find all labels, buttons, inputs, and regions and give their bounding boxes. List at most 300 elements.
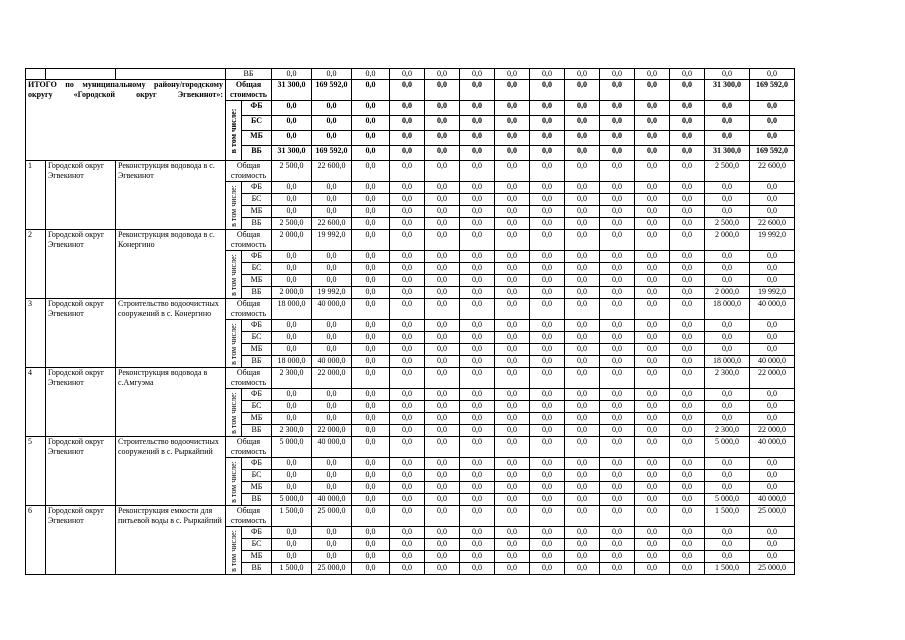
item-row xyxy=(26,299,795,320)
value-cell: 2 500,0 xyxy=(272,218,312,230)
value-cell: 0,0 xyxy=(460,527,495,539)
value-cell: 0,0 xyxy=(750,482,795,494)
item-number: 6 xyxy=(26,506,46,575)
value-cell: 0,0 xyxy=(390,116,425,131)
value-cell: 0,0 xyxy=(530,146,565,161)
value-cell: 0,0 xyxy=(635,368,670,389)
value-cell: 0,0 xyxy=(390,470,425,482)
value-cell: 0,0 xyxy=(750,470,795,482)
value-cell: 0,0 xyxy=(352,539,390,551)
value-cell: 0,0 xyxy=(565,80,600,101)
value-cell: 0,0 xyxy=(352,131,390,146)
value-cell: 0,0 xyxy=(390,218,425,230)
value-cell: 0,0 xyxy=(530,206,565,218)
item-number: 2 xyxy=(26,230,46,299)
value-cell: 0,0 xyxy=(312,131,352,146)
value-cell: 0,0 xyxy=(352,437,390,458)
value-cell: 0,0 xyxy=(425,263,460,275)
value-cell: 0,0 xyxy=(565,263,600,275)
value-cell: 0,0 xyxy=(635,275,670,287)
value-cell: 0,0 xyxy=(425,218,460,230)
value-cell: 0,0 xyxy=(635,101,670,116)
value-cell: 2 300,0 xyxy=(705,368,750,389)
source-cell: ВБ xyxy=(242,146,272,161)
value-cell: 0,0 xyxy=(272,344,312,356)
source-cell: ВБ xyxy=(226,69,272,80)
value-cell: 0,0 xyxy=(565,482,600,494)
item-name: Строительство водоочистных сооружений в с. Рыркайпий xyxy=(116,437,226,506)
value-cell: 0,0 xyxy=(600,563,635,575)
value-cell: 0,0 xyxy=(600,299,635,320)
value-cell: 0,0 xyxy=(750,413,795,425)
value-cell: 0,0 xyxy=(425,413,460,425)
value-cell: 0,0 xyxy=(425,194,460,206)
value-cell: 0,0 xyxy=(425,206,460,218)
value-cell: 0,0 xyxy=(312,101,352,116)
value-cell: 0,0 xyxy=(530,425,565,437)
value-cell: 0,0 xyxy=(530,80,565,101)
value-cell: 0,0 xyxy=(460,146,495,161)
value-cell: 0,0 xyxy=(530,563,565,575)
value-cell: 0,0 xyxy=(312,182,352,194)
value-cell: 0,0 xyxy=(635,470,670,482)
value-cell: 0,0 xyxy=(530,194,565,206)
value-cell: 2 500,0 xyxy=(272,161,312,182)
value-cell: 18 000,0 xyxy=(272,356,312,368)
value-cell: 0,0 xyxy=(460,458,495,470)
source-cell: МБ xyxy=(242,344,272,356)
value-cell: 0,0 xyxy=(600,506,635,527)
value-cell: 0,0 xyxy=(425,437,460,458)
value-cell: 0,0 xyxy=(495,539,530,551)
value-cell: 0,0 xyxy=(600,413,635,425)
value-cell: 0,0 xyxy=(495,299,530,320)
vtom-label xyxy=(226,527,242,575)
value-cell: 0,0 xyxy=(460,356,495,368)
source-cell: БС xyxy=(242,263,272,275)
value-cell: 0,0 xyxy=(352,506,390,527)
value-cell: 0,0 xyxy=(312,539,352,551)
value-cell: 0,0 xyxy=(750,458,795,470)
source-cell: БС xyxy=(242,332,272,344)
value-cell: 0,0 xyxy=(635,527,670,539)
value-cell: 0,0 xyxy=(565,401,600,413)
value-cell: 22 600,0 xyxy=(750,218,795,230)
value-cell: 0,0 xyxy=(272,131,312,146)
value-cell: 0,0 xyxy=(312,116,352,131)
value-cell: 0,0 xyxy=(530,320,565,332)
value-cell: 0,0 xyxy=(352,230,390,251)
value-cell: 0,0 xyxy=(425,161,460,182)
value-cell: 0,0 xyxy=(425,101,460,116)
value-cell: 0,0 xyxy=(460,320,495,332)
value-cell: 0,0 xyxy=(600,80,635,101)
value-cell: 0,0 xyxy=(530,527,565,539)
num-cell xyxy=(26,69,46,80)
value-cell: 0,0 xyxy=(390,527,425,539)
value-cell: 0,0 xyxy=(460,69,495,80)
value-cell: 0,0 xyxy=(670,275,705,287)
value-cell: 0,0 xyxy=(565,506,600,527)
vtom-label xyxy=(226,389,242,437)
value-cell: 0,0 xyxy=(750,101,795,116)
value-cell: 0,0 xyxy=(272,389,312,401)
source-cell: МБ xyxy=(242,551,272,563)
value-cell: 0,0 xyxy=(272,194,312,206)
value-cell: 0,0 xyxy=(530,161,565,182)
value-cell: 0,0 xyxy=(565,332,600,344)
value-cell: 0,0 xyxy=(670,69,705,80)
value-cell: 0,0 xyxy=(312,332,352,344)
value-cell: 0,0 xyxy=(390,101,425,116)
value-cell: 0,0 xyxy=(425,470,460,482)
value-cell: 0,0 xyxy=(390,539,425,551)
total-cost-label: Общая стоимость xyxy=(226,161,272,182)
value-cell: 0,0 xyxy=(565,251,600,263)
value-cell: 0,0 xyxy=(312,413,352,425)
value-cell: 0,0 xyxy=(352,470,390,482)
value-cell: 0,0 xyxy=(670,401,705,413)
value-cell: 0,0 xyxy=(352,251,390,263)
value-cell: 0,0 xyxy=(495,470,530,482)
value-cell: 0,0 xyxy=(272,482,312,494)
value-cell: 0,0 xyxy=(670,182,705,194)
item-municipality: Городской округ Эгвекинот xyxy=(46,161,116,230)
value-cell: 0,0 xyxy=(670,161,705,182)
value-cell: 0,0 xyxy=(390,506,425,527)
value-cell: 0,0 xyxy=(600,146,635,161)
value-cell: 0,0 xyxy=(495,494,530,506)
value-cell: 0,0 xyxy=(495,287,530,299)
value-cell: 0,0 xyxy=(565,425,600,437)
value-cell: 0,0 xyxy=(600,527,635,539)
value-cell: 0,0 xyxy=(460,425,495,437)
value-cell: 0,0 xyxy=(390,275,425,287)
value-cell: 31 300,0 xyxy=(705,80,750,101)
value-cell: 22 000,0 xyxy=(312,368,352,389)
value-cell: 0,0 xyxy=(530,356,565,368)
value-cell: 0,0 xyxy=(352,401,390,413)
value-cell: 0,0 xyxy=(460,101,495,116)
value-cell: 0,0 xyxy=(565,356,600,368)
value-cell: 0,0 xyxy=(530,494,565,506)
value-cell: 0,0 xyxy=(565,527,600,539)
value-cell: 40 000,0 xyxy=(750,356,795,368)
value-cell: 0,0 xyxy=(565,194,600,206)
value-cell: 0,0 xyxy=(390,161,425,182)
source-cell: МБ xyxy=(242,206,272,218)
value-cell: 0,0 xyxy=(565,206,600,218)
value-cell: 0,0 xyxy=(390,344,425,356)
value-cell: 0,0 xyxy=(635,69,670,80)
value-cell: 0,0 xyxy=(425,368,460,389)
value-cell: 0,0 xyxy=(565,287,600,299)
value-cell: 0,0 xyxy=(565,494,600,506)
value-cell: 0,0 xyxy=(670,116,705,131)
value-cell: 0,0 xyxy=(635,146,670,161)
value-cell: 0,0 xyxy=(670,194,705,206)
value-cell: 22 000,0 xyxy=(312,425,352,437)
value-cell: 0,0 xyxy=(495,458,530,470)
value-cell: 0,0 xyxy=(352,299,390,320)
value-cell: 0,0 xyxy=(495,527,530,539)
value-cell: 0,0 xyxy=(600,101,635,116)
value-cell: 18 000,0 xyxy=(705,299,750,320)
value-cell: 0,0 xyxy=(565,563,600,575)
value-cell: 0,0 xyxy=(272,539,312,551)
value-cell: 0,0 xyxy=(600,230,635,251)
value-cell: 0,0 xyxy=(600,425,635,437)
vtom-text: в том числе: xyxy=(228,391,238,434)
value-cell: 0,0 xyxy=(750,116,795,131)
value-cell: 0,0 xyxy=(635,494,670,506)
value-cell: 0,0 xyxy=(600,287,635,299)
value-cell: 0,0 xyxy=(670,413,705,425)
total-row xyxy=(26,80,795,101)
value-cell: 0,0 xyxy=(600,389,635,401)
value-cell: 0,0 xyxy=(635,551,670,563)
value-cell: 0,0 xyxy=(460,275,495,287)
value-cell: 22 600,0 xyxy=(312,161,352,182)
value-cell: 0,0 xyxy=(352,356,390,368)
vtom-label xyxy=(226,251,242,299)
value-cell: 0,0 xyxy=(670,368,705,389)
value-cell: 0,0 xyxy=(272,413,312,425)
source-cell: ФБ xyxy=(242,251,272,263)
value-cell: 0,0 xyxy=(352,263,390,275)
value-cell: 0,0 xyxy=(530,263,565,275)
value-cell: 169 592,0 xyxy=(312,146,352,161)
value-cell: 0,0 xyxy=(600,356,635,368)
value-cell: 0,0 xyxy=(670,320,705,332)
value-cell: 0,0 xyxy=(705,116,750,131)
value-cell: 0,0 xyxy=(705,275,750,287)
value-cell: 0,0 xyxy=(600,401,635,413)
total-cost-label: Общая стоимость xyxy=(226,506,272,527)
value-cell: 0,0 xyxy=(635,80,670,101)
table-row xyxy=(26,69,795,80)
value-cell: 0,0 xyxy=(460,218,495,230)
value-cell: 0,0 xyxy=(635,506,670,527)
value-cell: 0,0 xyxy=(635,299,670,320)
value-cell: 0,0 xyxy=(352,413,390,425)
value-cell: 0,0 xyxy=(635,287,670,299)
value-cell: 0,0 xyxy=(460,131,495,146)
value-cell: 0,0 xyxy=(670,527,705,539)
value-cell: 0,0 xyxy=(670,458,705,470)
value-cell: 0,0 xyxy=(635,332,670,344)
value-cell: 0,0 xyxy=(312,389,352,401)
value-cell: 0,0 xyxy=(635,356,670,368)
value-cell: 22 600,0 xyxy=(312,218,352,230)
value-cell: 0,0 xyxy=(635,344,670,356)
value-cell: 0,0 xyxy=(600,116,635,131)
value-cell: 0,0 xyxy=(495,320,530,332)
value-cell: 0,0 xyxy=(530,506,565,527)
value-cell: 0,0 xyxy=(495,413,530,425)
value-cell: 0,0 xyxy=(530,482,565,494)
value-cell: 31 300,0 xyxy=(272,80,312,101)
value-cell: 0,0 xyxy=(352,458,390,470)
value-cell: 0,0 xyxy=(670,332,705,344)
item-row xyxy=(26,506,795,527)
value-cell: 0,0 xyxy=(705,206,750,218)
value-cell: 0,0 xyxy=(635,263,670,275)
value-cell: 0,0 xyxy=(495,332,530,344)
value-cell: 0,0 xyxy=(390,251,425,263)
value-cell: 0,0 xyxy=(565,161,600,182)
value-cell: 0,0 xyxy=(312,482,352,494)
item-municipality: Городской округ Эгвекинот xyxy=(46,368,116,437)
value-cell: 0,0 xyxy=(495,356,530,368)
value-cell: 0,0 xyxy=(705,551,750,563)
source-cell: МБ xyxy=(242,131,272,146)
value-cell: 0,0 xyxy=(600,539,635,551)
value-cell: 0,0 xyxy=(600,551,635,563)
value-cell: 0,0 xyxy=(495,506,530,527)
value-cell: 0,0 xyxy=(600,161,635,182)
value-cell: 0,0 xyxy=(635,425,670,437)
source-cell: МБ xyxy=(242,275,272,287)
source-cell: МБ xyxy=(242,413,272,425)
value-cell: 0,0 xyxy=(425,527,460,539)
value-cell: 0,0 xyxy=(352,494,390,506)
value-cell: 0,0 xyxy=(670,563,705,575)
value-cell: 0,0 xyxy=(390,194,425,206)
value-cell: 22 600,0 xyxy=(750,161,795,182)
total-cost-label: Общая стоимость xyxy=(226,437,272,458)
value-cell: 0,0 xyxy=(352,116,390,131)
value-cell: 18 000,0 xyxy=(705,356,750,368)
value-cell: 0,0 xyxy=(670,494,705,506)
value-cell: 0,0 xyxy=(272,206,312,218)
value-cell: 0,0 xyxy=(352,563,390,575)
value-cell: 0,0 xyxy=(495,101,530,116)
value-cell: 0,0 xyxy=(705,251,750,263)
vtom-label xyxy=(226,101,242,161)
value-cell: 0,0 xyxy=(460,263,495,275)
value-cell: 0,0 xyxy=(272,275,312,287)
item-row xyxy=(26,230,795,251)
value-cell: 0,0 xyxy=(530,218,565,230)
value-cell: 0,0 xyxy=(460,116,495,131)
value-cell: 0,0 xyxy=(670,299,705,320)
value-cell: 0,0 xyxy=(425,251,460,263)
value-cell: 0,0 xyxy=(352,320,390,332)
value-cell: 0,0 xyxy=(495,437,530,458)
value-cell: 2 500,0 xyxy=(705,218,750,230)
value-cell: 0,0 xyxy=(670,551,705,563)
value-cell: 0,0 xyxy=(460,332,495,344)
value-cell: 0,0 xyxy=(425,356,460,368)
value-cell: 2 000,0 xyxy=(272,230,312,251)
value-cell: 18 000,0 xyxy=(272,299,312,320)
value-cell: 25 000,0 xyxy=(750,563,795,575)
value-cell: 0,0 xyxy=(390,287,425,299)
value-cell: 0,0 xyxy=(495,131,530,146)
value-cell: 0,0 xyxy=(272,116,312,131)
total-cost-label: Общая стоимость xyxy=(226,368,272,389)
total-cost-label: Общая стоимость xyxy=(226,299,272,320)
value-cell: 0,0 xyxy=(312,470,352,482)
value-cell: 0,0 xyxy=(390,356,425,368)
value-cell: 0,0 xyxy=(352,275,390,287)
vtom-label xyxy=(226,182,242,230)
source-cell: ФБ xyxy=(242,389,272,401)
value-cell: 0,0 xyxy=(390,69,425,80)
value-cell: 0,0 xyxy=(425,287,460,299)
value-cell: 0,0 xyxy=(460,563,495,575)
value-cell: 0,0 xyxy=(425,458,460,470)
value-cell: 0,0 xyxy=(272,551,312,563)
value-cell: 0,0 xyxy=(705,69,750,80)
value-cell: 0,0 xyxy=(565,275,600,287)
value-cell: 0,0 xyxy=(530,401,565,413)
vtom-text: в том числе: xyxy=(228,253,238,296)
value-cell: 0,0 xyxy=(495,563,530,575)
value-cell: 0,0 xyxy=(530,69,565,80)
value-cell: 0,0 xyxy=(352,425,390,437)
value-cell: 0,0 xyxy=(750,344,795,356)
value-cell: 0,0 xyxy=(600,263,635,275)
value-cell: 0,0 xyxy=(390,182,425,194)
value-cell: 0,0 xyxy=(565,470,600,482)
value-cell: 0,0 xyxy=(390,401,425,413)
value-cell: 0,0 xyxy=(750,194,795,206)
value-cell: 0,0 xyxy=(565,437,600,458)
value-cell: 0,0 xyxy=(425,425,460,437)
value-cell: 0,0 xyxy=(312,206,352,218)
value-cell: 0,0 xyxy=(705,194,750,206)
value-cell: 169 592,0 xyxy=(750,146,795,161)
source-cell: ФБ xyxy=(242,320,272,332)
source-cell: ВБ xyxy=(242,356,272,368)
value-cell: 0,0 xyxy=(460,389,495,401)
value-cell: 0,0 xyxy=(390,332,425,344)
value-cell: 0,0 xyxy=(670,539,705,551)
value-cell: 0,0 xyxy=(635,437,670,458)
value-cell: 0,0 xyxy=(495,275,530,287)
value-cell: 0,0 xyxy=(425,69,460,80)
source-cell: ФБ xyxy=(242,101,272,116)
value-cell: 0,0 xyxy=(460,287,495,299)
value-cell: 0,0 xyxy=(635,182,670,194)
value-cell: 0,0 xyxy=(495,368,530,389)
value-cell: 0,0 xyxy=(635,539,670,551)
source-cell: ВБ xyxy=(242,425,272,437)
value-cell: 0,0 xyxy=(460,470,495,482)
value-cell: 0,0 xyxy=(460,506,495,527)
value-cell: 0,0 xyxy=(670,230,705,251)
value-cell: 0,0 xyxy=(750,551,795,563)
value-cell: 0,0 xyxy=(495,80,530,101)
source-cell: МБ xyxy=(242,482,272,494)
value-cell: 0,0 xyxy=(495,146,530,161)
value-cell: 0,0 xyxy=(565,101,600,116)
item-number: 3 xyxy=(26,299,46,368)
value-cell: 0,0 xyxy=(425,506,460,527)
value-cell: 0,0 xyxy=(635,482,670,494)
value-cell: 0,0 xyxy=(312,194,352,206)
value-cell: 0,0 xyxy=(530,413,565,425)
value-cell: 0,0 xyxy=(530,131,565,146)
value-cell: 0,0 xyxy=(390,425,425,437)
value-cell: 0,0 xyxy=(635,458,670,470)
value-cell: 0,0 xyxy=(600,131,635,146)
value-cell: 0,0 xyxy=(600,437,635,458)
value-cell: 0,0 xyxy=(495,389,530,401)
value-cell: 0,0 xyxy=(530,470,565,482)
